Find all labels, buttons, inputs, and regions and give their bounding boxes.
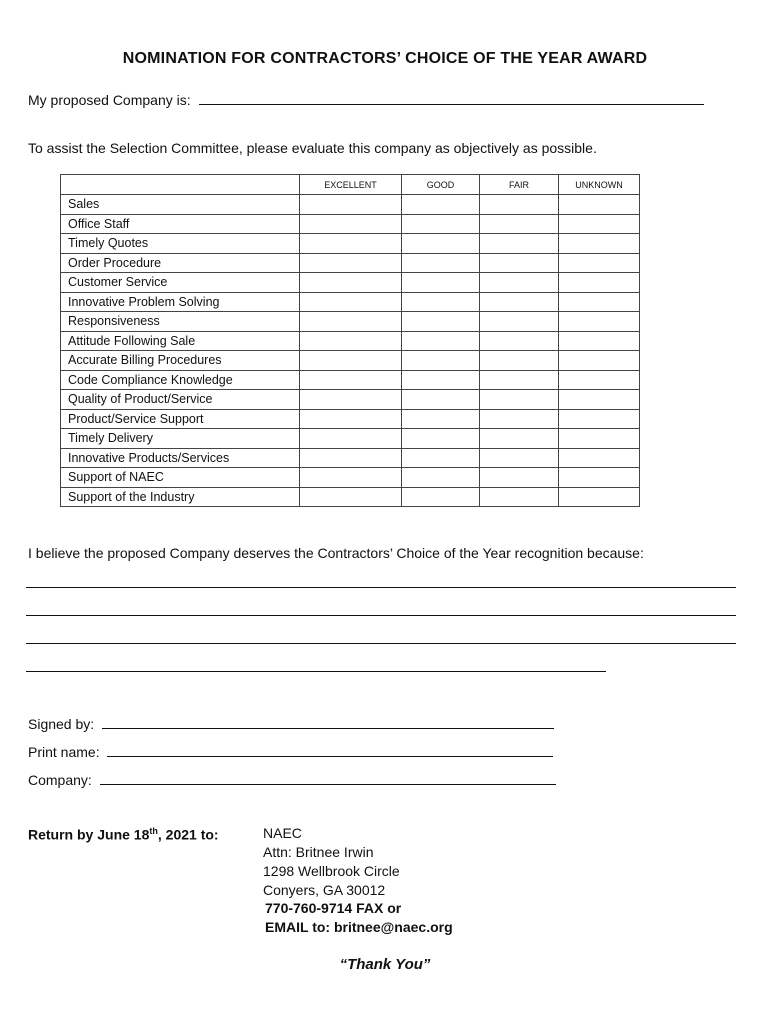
rating-cell-unknown[interactable] xyxy=(559,214,640,234)
criteria-label: Order Procedure xyxy=(61,253,300,273)
table-row xyxy=(61,292,640,312)
fax-line: 770-760-9714 FAX or xyxy=(265,900,402,916)
reason-line-1[interactable] xyxy=(26,587,736,588)
rating-cell-excellent[interactable] xyxy=(300,214,402,234)
rating-cell-fair[interactable] xyxy=(480,390,559,410)
signed-by-line[interactable] xyxy=(102,714,554,729)
table-row xyxy=(61,273,640,293)
rating-cell-fair[interactable] xyxy=(480,487,559,507)
rating-cell-good[interactable] xyxy=(402,195,480,215)
rating-cell-good[interactable] xyxy=(402,351,480,371)
rating-cell-good[interactable] xyxy=(402,448,480,468)
table-row xyxy=(61,331,640,351)
table-row xyxy=(61,487,640,507)
rating-cell-excellent[interactable] xyxy=(300,409,402,429)
criteria-label: Responsiveness xyxy=(61,312,300,332)
print-name-label: Print name: xyxy=(28,744,100,760)
table-row xyxy=(61,429,640,449)
rating-cell-fair[interactable] xyxy=(480,312,559,332)
rating-cell-unknown[interactable] xyxy=(559,351,640,371)
reason-line-4[interactable] xyxy=(26,671,606,672)
rating-cell-unknown[interactable] xyxy=(559,253,640,273)
table-row xyxy=(61,370,640,390)
header-unknown: UNKNOWN xyxy=(559,175,640,195)
form-title: NOMINATION FOR CONTRACTORS’ CHOICE OF THE YEAR AWARD xyxy=(122,50,648,67)
rating-cell-excellent[interactable] xyxy=(300,234,402,254)
rating-cell-good[interactable] xyxy=(402,273,480,293)
table-row xyxy=(61,351,640,371)
rating-cell-excellent[interactable] xyxy=(300,331,402,351)
address-line-2: Attn: Britnee Irwin xyxy=(263,844,374,860)
rating-cell-good[interactable] xyxy=(402,468,480,488)
rating-cell-good[interactable] xyxy=(402,409,480,429)
criteria-label: Innovative Problem Solving xyxy=(61,292,300,312)
header-good: GOOD xyxy=(402,175,480,195)
reason-prompt: I believe the proposed Company deserves the Contractors’ Choice of the Year recognition because: xyxy=(28,545,644,561)
rating-cell-fair[interactable] xyxy=(480,253,559,273)
rating-cell-excellent[interactable] xyxy=(300,370,402,390)
rating-cell-unknown[interactable] xyxy=(559,370,640,390)
reason-line-3[interactable] xyxy=(26,643,736,644)
header-fair: FAIR xyxy=(480,175,559,195)
rating-cell-unknown[interactable] xyxy=(559,409,640,429)
evaluation-table xyxy=(60,174,640,507)
rating-cell-fair[interactable] xyxy=(480,234,559,254)
criteria-label: Timely Delivery xyxy=(61,429,300,449)
return-by-label: Return by June 18th, 2021 to: xyxy=(28,826,219,843)
rating-cell-excellent[interactable] xyxy=(300,292,402,312)
company-line[interactable] xyxy=(100,770,556,785)
table-row xyxy=(61,409,640,429)
table-row xyxy=(61,448,640,468)
rating-cell-good[interactable] xyxy=(402,234,480,254)
company-prompt-label: My proposed Company is: xyxy=(28,92,191,108)
rating-cell-good[interactable] xyxy=(402,390,480,410)
rating-cell-unknown[interactable] xyxy=(559,331,640,351)
rating-cell-excellent[interactable] xyxy=(300,448,402,468)
table-row xyxy=(61,390,640,410)
table-row xyxy=(61,468,640,488)
rating-cell-good[interactable] xyxy=(402,312,480,332)
email-line: EMAIL to: britnee@naec.org xyxy=(265,919,453,935)
company-prompt-row xyxy=(28,90,704,108)
criteria-label: Customer Service xyxy=(61,273,300,293)
reason-line-2[interactable] xyxy=(26,615,736,616)
rating-cell-excellent[interactable] xyxy=(300,195,402,215)
rating-cell-fair[interactable] xyxy=(480,448,559,468)
rating-cell-unknown[interactable] xyxy=(559,448,640,468)
rating-cell-fair[interactable] xyxy=(480,370,559,390)
rating-cell-fair[interactable] xyxy=(480,351,559,371)
table-row xyxy=(61,234,640,254)
company-row xyxy=(28,770,556,788)
header-excellent: EXCELLENT xyxy=(300,175,402,195)
table-row xyxy=(61,253,640,273)
rating-cell-good[interactable] xyxy=(402,429,480,449)
criteria-label: Sales xyxy=(61,195,300,215)
rating-cell-fair[interactable] xyxy=(480,331,559,351)
rating-cell-excellent[interactable] xyxy=(300,487,402,507)
rating-cell-good[interactable] xyxy=(402,292,480,312)
rating-cell-unknown[interactable] xyxy=(559,468,640,488)
rating-cell-fair[interactable] xyxy=(480,292,559,312)
rating-cell-good[interactable] xyxy=(402,487,480,507)
company-input-line[interactable] xyxy=(199,90,704,105)
criteria-label: Quality of Product/Service xyxy=(61,390,300,410)
rating-cell-unknown[interactable] xyxy=(559,195,640,215)
rating-cell-excellent[interactable] xyxy=(300,429,402,449)
rating-cell-excellent[interactable] xyxy=(300,351,402,371)
rating-cell-excellent[interactable] xyxy=(300,253,402,273)
criteria-header xyxy=(61,175,300,195)
rating-cell-excellent[interactable] xyxy=(300,312,402,332)
rating-cell-excellent[interactable] xyxy=(300,273,402,293)
rating-cell-unknown[interactable] xyxy=(559,273,640,293)
rating-cell-excellent[interactable] xyxy=(300,390,402,410)
print-name-line[interactable] xyxy=(107,742,553,757)
instruction-text: To assist the Selection Committee, please evaluate this company as objectively as possible. xyxy=(28,140,597,156)
table-row xyxy=(61,312,640,332)
signed-by-row xyxy=(28,714,554,732)
rating-cell-good[interactable] xyxy=(402,253,480,273)
address-line-1: NAEC xyxy=(263,825,302,841)
rating-cell-unknown[interactable] xyxy=(559,292,640,312)
criteria-label: Code Compliance Knowledge xyxy=(61,370,300,390)
criteria-label: Innovative Products/Services xyxy=(61,448,300,468)
criteria-label: Product/Service Support xyxy=(61,409,300,429)
criteria-label: Accurate Billing Procedures xyxy=(61,351,300,371)
table-header-row xyxy=(61,175,640,195)
table-row xyxy=(61,195,640,215)
table-row xyxy=(61,214,640,234)
rating-cell-excellent[interactable] xyxy=(300,468,402,488)
rating-cell-unknown[interactable] xyxy=(559,487,640,507)
thank-you-text: “Thank You” xyxy=(339,956,431,973)
rating-cell-fair[interactable] xyxy=(480,468,559,488)
rating-cell-fair[interactable] xyxy=(480,195,559,215)
criteria-label: Timely Quotes xyxy=(61,234,300,254)
criteria-label: Support of NAEC xyxy=(61,468,300,488)
rating-cell-good[interactable] xyxy=(402,370,480,390)
rating-cell-good[interactable] xyxy=(402,331,480,351)
rating-cell-fair[interactable] xyxy=(480,214,559,234)
criteria-label: Office Staff xyxy=(61,214,300,234)
rating-cell-good[interactable] xyxy=(402,214,480,234)
rating-cell-unknown[interactable] xyxy=(559,429,640,449)
address-line-4: Conyers, GA 30012 xyxy=(263,882,386,898)
criteria-label: Support of the Industry xyxy=(61,487,300,507)
company-label: Company: xyxy=(28,772,92,788)
print-name-row xyxy=(28,742,553,760)
address-line-3: 1298 Wellbrook Circle xyxy=(263,863,400,879)
rating-cell-fair[interactable] xyxy=(480,409,559,429)
criteria-label: Attitude Following Sale xyxy=(61,331,300,351)
rating-cell-unknown[interactable] xyxy=(559,234,640,254)
rating-cell-fair[interactable] xyxy=(480,429,559,449)
rating-cell-unknown[interactable] xyxy=(559,312,640,332)
rating-cell-fair[interactable] xyxy=(480,273,559,293)
rating-cell-unknown[interactable] xyxy=(559,390,640,410)
signed-by-label: Signed by: xyxy=(28,716,95,732)
